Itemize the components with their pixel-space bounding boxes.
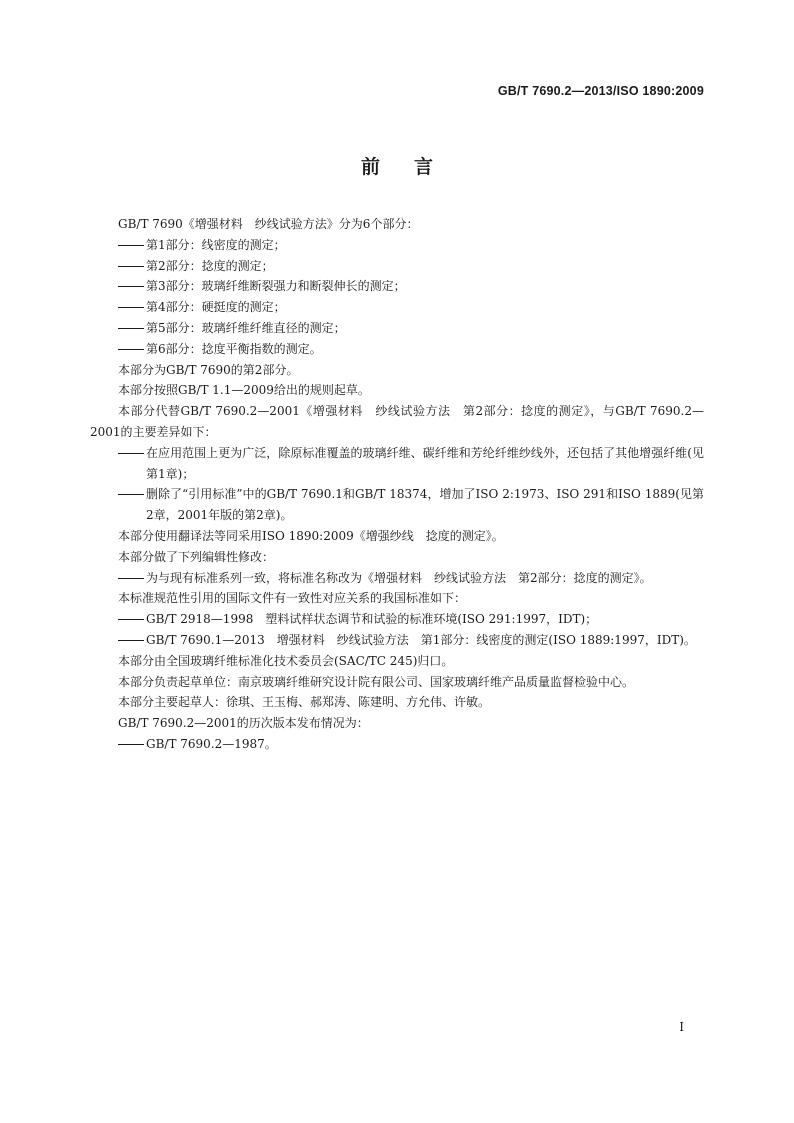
paragraph: 本部分使用翻译法等同采用ISO 1890:2009《增强纱线 捻度的测定》。 bbox=[118, 528, 504, 543]
dash-list-item bbox=[90, 297, 704, 318]
dash-marker bbox=[118, 630, 146, 651]
page-number: I bbox=[679, 1020, 684, 1034]
page-title: 前言 bbox=[360, 156, 467, 178]
dash-list-item-text: GB/T 7690.1—2013 增强材料 纱线试验方法 第1部分：线密度的测定(ISO 1889:1997，IDT)。 bbox=[146, 632, 696, 647]
dash-marker bbox=[118, 256, 146, 277]
dash-list-item bbox=[90, 318, 704, 339]
dash-list-item-text: 第6部分：捻度平衡指数的测定。 bbox=[146, 341, 322, 356]
dash-list-item-text: 删除了“引用标准”中的GB/T 7690.1和GB/T 18374，增加了ISO 2:1973、ISO 291和ISO 1889(见第2章，2001年版的第2章)。 bbox=[146, 487, 704, 523]
dash-marker bbox=[118, 235, 146, 256]
dash-list-item bbox=[90, 256, 704, 277]
foreword-body bbox=[90, 214, 704, 755]
dash-list-item bbox=[90, 339, 704, 360]
dash-marker bbox=[118, 297, 146, 318]
dash-marker bbox=[118, 568, 146, 589]
dash-list-item bbox=[90, 443, 704, 485]
paragraph: GB/T 7690.2—2001的历次版本发布情况为： bbox=[118, 716, 369, 731]
dash-marker bbox=[118, 339, 146, 360]
paragraph: 本部分负责起草单位：南京玻璃纤维研究设计院有限公司、国家玻璃纤维产品质量监督检验中心。 bbox=[118, 674, 635, 689]
dash-list-item-text: 为与现有标准系列一致，将标准名称改为《增强材料 纱线试验方法 第2部分：捻度的测定》。 bbox=[146, 570, 652, 585]
dash-list-item bbox=[90, 609, 704, 630]
dash-list-item bbox=[90, 568, 704, 589]
dash-list-item bbox=[90, 235, 704, 256]
dash-marker bbox=[118, 318, 146, 339]
paragraph: 本部分做了下列编辑性修改： bbox=[118, 549, 275, 564]
paragraph: 本标准规范性引用的国际文件有一致性对应关系的我国标准如下： bbox=[118, 591, 467, 606]
dash-list-item-text: 第1部分：线密度的测定； bbox=[146, 237, 286, 252]
dash-marker bbox=[118, 443, 146, 464]
dash-list-item-text: 第2部分：捻度的测定； bbox=[146, 258, 274, 273]
dash-list-item-text: 第5部分：玻璃纤维纤维直径的测定； bbox=[146, 320, 346, 335]
standard-code-header: GB/T 7690.2—2013/ISO 1890:2009 bbox=[497, 84, 704, 98]
paragraph: 本部分主要起草人：徐琪、王玉梅、郝郑涛、陈建明、方允伟、许敏。 bbox=[118, 695, 491, 710]
paragraph: 本部分按照GB/T 1.1—2009给出的规则起草。 bbox=[118, 383, 370, 398]
dash-marker bbox=[118, 484, 146, 505]
dash-list-item-text: 第3部分：玻璃纤维断裂强力和断裂伸长的测定； bbox=[146, 279, 406, 294]
dash-list-item-text: 在应用范围上更为广泛，除原标准覆盖的玻璃纤维、碳纤维和芳纶纤维纱线外，还包括了其他增强纤维(见第1章)； bbox=[146, 445, 704, 481]
paragraph: 本部分为GB/T 7690的第2部分。 bbox=[118, 362, 299, 377]
dash-list-item bbox=[90, 630, 704, 651]
paragraph: 本部分由全国玻璃纤维标准化技术委员会(SAC/TC 245)归口。 bbox=[118, 653, 454, 668]
dash-list-item-text: GB/T 7690.2—1987。 bbox=[146, 736, 277, 751]
paragraph: GB/T 7690《增强材料 纱线试验方法》分为6个部分： bbox=[118, 217, 419, 231]
dash-list-item bbox=[90, 276, 704, 297]
dash-marker bbox=[118, 276, 146, 297]
dash-list-item-text: GB/T 2918—1998 塑料试样状态调节和试验的标准环境(ISO 291:1997，IDT)； bbox=[146, 612, 598, 627]
dash-list-item bbox=[90, 734, 704, 755]
dash-marker bbox=[118, 734, 146, 755]
paragraph: 本部分代替GB/T 7690.2—2001《增强材料 纱线试验方法 第2部分：捻度的测定》，与GB/T 7690.2—2001的主要差异如下： bbox=[90, 404, 704, 439]
dash-list-item bbox=[90, 484, 704, 526]
dash-marker bbox=[118, 609, 146, 630]
dash-list-item-text: 第4部分：硬挺度的测定； bbox=[146, 300, 286, 315]
